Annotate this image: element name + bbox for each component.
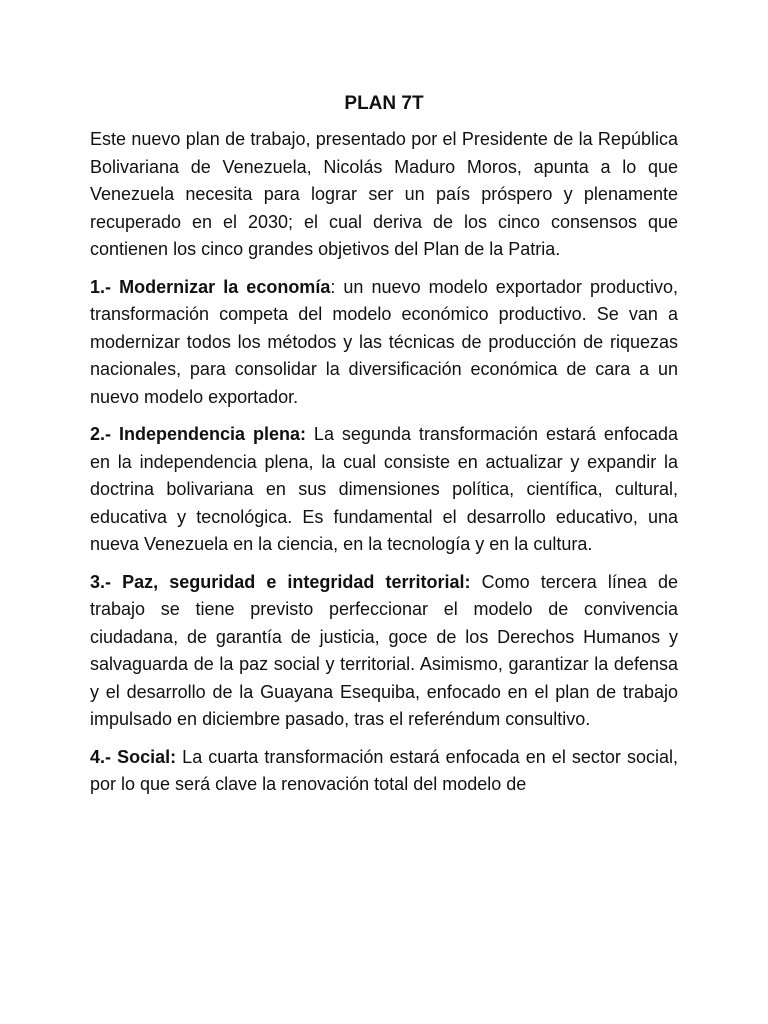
section-heading-2: 2.- Independencia plena: [90,424,306,444]
section-body-2: La segunda transformación estará enfocada en la independencia plena, la cual consiste en actualizar y expandir la doctrina bolivariana en sus dimensiones política, científica, cultural, educativa y tecnológica. Es fundamental el desarrollo educativo, una nueva Venezuela en la ciencia, en la tecnología y en la cultura. [90,424,678,554]
section-paragraph-4 [90,744,678,799]
section-body-4: La cuarta transformación estará enfocada en el sector social, por lo que será clave la renovación total del modelo de [90,746,678,794]
section-paragraph-1 [90,274,678,412]
section-body-1: : un nuevo modelo exportador productivo, transformación competa del modelo económico productivo. Se van a modernizar todos los métodos y las técnicas de producción de riquezas nacionales, para consolidar la diversificación económica de cara a un nuevo modelo exportador. [90,276,678,407]
section-heading-1: 1.- Modernizar la economía [90,276,331,297]
section-paragraph-2 [90,421,678,559]
document-title: PLAN 7T [344,93,424,114]
section-heading-4: 4.- Social: [90,746,177,767]
section-heading-3: 3.- Paz, seguridad e integridad territorial: [90,571,471,592]
section-paragraph-3 [90,569,678,734]
intro-paragraph: Este nuevo plan de trabajo, presentado por el Presidente de la República Bolivariana de Venezuela, Nicolás Maduro Moros, apunta a lo que Venezuela necesita para lograr ser un país próspero y plenamente recuperado en el 2030; el cual deriva de los cinco consensos que contienen los cinco grandes objetivos del Plan de la Patria. [90,129,678,259]
section-body-3: Como tercera línea de trabajo se tiene previsto perfeccionar el modelo de convivencia ciudadana, de garantía de justicia, goce de los Derechos Humanos y salvaguarda de la paz social y territorial. Asimismo, garantizar la defensa y el desarrollo de la Guayana Esequiba, enfocado en el plan de trabajo impulsado en diciembre pasado, tras el referéndum consultivo. [90,571,679,729]
